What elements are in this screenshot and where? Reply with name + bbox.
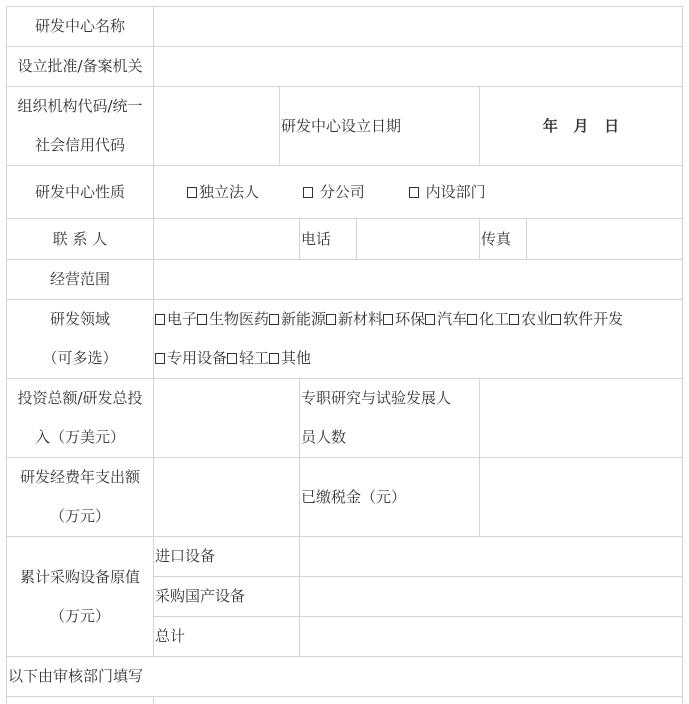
nature-option-branch[interactable]: 分公司 xyxy=(303,173,365,212)
org-code-label-line1: 组织机构代码/统一 xyxy=(17,97,143,115)
checkbox-icon[interactable] xyxy=(467,314,477,325)
rd-option[interactable] xyxy=(467,310,509,328)
checkbox-icon[interactable] xyxy=(303,187,313,198)
staff-count-label-line1: 专职研究与试验发展人 xyxy=(301,389,452,407)
investment-label-line1: 投资总额/研发总投 xyxy=(17,389,143,407)
investment-label-line2: 入（万美元） xyxy=(34,428,125,446)
rd-option-label: 农业 xyxy=(521,310,552,328)
review-note: 以下由审核部门填写 xyxy=(6,656,683,696)
rd-option-label: 其他 xyxy=(281,349,312,367)
investment-field[interactable] xyxy=(153,378,299,457)
rd-field-label-line2: （可多选） xyxy=(42,349,118,367)
total-equipment-field[interactable] xyxy=(299,616,683,656)
checkbox-icon[interactable] xyxy=(155,314,165,325)
checkbox-icon[interactable] xyxy=(383,314,393,325)
fax-label: 传真 xyxy=(479,218,526,259)
business-scope-label: 经营范围 xyxy=(6,259,153,299)
phone-label: 电话 xyxy=(299,218,356,259)
rd-field-label xyxy=(6,299,153,378)
rd-option-label: 化工 xyxy=(479,310,510,328)
rd-options-list xyxy=(154,300,682,378)
nature-option-internal[interactable]: 内设部门 xyxy=(409,173,486,212)
establish-date-field[interactable]: 年 月 日 xyxy=(479,86,683,165)
rd-option-label: 汽车 xyxy=(437,310,468,328)
checkbox-icon[interactable] xyxy=(187,187,197,198)
rd-field-options xyxy=(153,299,683,378)
org-code-label xyxy=(6,86,153,165)
rd-option[interactable] xyxy=(269,310,326,328)
domestic-equipment-field[interactable] xyxy=(299,576,683,616)
approval-agency-label: 设立批准/备案机关 xyxy=(6,46,153,86)
checkbox-icon[interactable] xyxy=(269,314,279,325)
rd-expense-label-line2: （万元） xyxy=(49,507,110,525)
rd-option-label: 专用设备 xyxy=(167,349,228,367)
nature-option-independent[interactable]: 独立法人 xyxy=(187,173,259,212)
staff-count-label-line2: 员人数 xyxy=(301,428,347,446)
checkbox-icon[interactable] xyxy=(509,314,519,325)
phone-field[interactable] xyxy=(356,218,479,259)
equipment-label xyxy=(6,536,153,656)
rd-option[interactable] xyxy=(197,310,269,328)
imported-equipment-field[interactable] xyxy=(299,536,683,576)
review-next-left xyxy=(6,696,153,704)
rd-option[interactable] xyxy=(155,349,227,367)
establish-date-label: 研发中心设立日期 xyxy=(279,86,479,165)
center-name-label: 研发中心名称 xyxy=(6,6,153,46)
checkbox-icon[interactable] xyxy=(551,314,561,325)
rd-expense-label xyxy=(6,457,153,536)
rd-option[interactable] xyxy=(155,310,197,328)
rd-option-label: 生物医药 xyxy=(209,310,270,328)
rd-option-label: 轻工 xyxy=(239,349,270,367)
contact-label: 联 系 人 xyxy=(6,218,153,259)
approval-agency-field[interactable] xyxy=(153,46,683,86)
tax-paid-label: 已缴税金（元） xyxy=(299,457,479,536)
rd-option[interactable] xyxy=(227,349,269,367)
checkbox-icon[interactable] xyxy=(155,353,165,364)
rd-option[interactable] xyxy=(326,310,383,328)
org-code-field[interactable] xyxy=(153,86,279,165)
imported-equipment-label: 进口设备 xyxy=(153,536,299,576)
rd-expense-field[interactable] xyxy=(153,457,299,536)
rd-option[interactable] xyxy=(551,310,623,328)
checkbox-icon[interactable] xyxy=(269,353,279,364)
checkbox-icon[interactable] xyxy=(326,314,336,325)
rd-option[interactable] xyxy=(269,349,311,367)
nature-label: 研发中心性质 xyxy=(6,165,153,218)
rd-option[interactable] xyxy=(383,310,425,328)
checkbox-icon[interactable] xyxy=(409,187,419,198)
center-name-field[interactable] xyxy=(153,6,683,46)
review-next-right xyxy=(153,696,683,704)
rd-option-label: 新材料 xyxy=(338,310,384,328)
rd-field-label-line1: 研发领域 xyxy=(49,310,110,328)
total-equipment-label: 总计 xyxy=(153,616,299,656)
rd-option-label: 电子 xyxy=(167,310,198,328)
rd-option-label: 软件开发 xyxy=(563,310,624,328)
rd-option-label: 环保 xyxy=(395,310,426,328)
equipment-label-line1: 累计采购设备原值 xyxy=(19,567,140,586)
business-scope-field[interactable] xyxy=(153,259,683,299)
org-code-label-line2: 社会信用代码 xyxy=(34,136,125,154)
tax-paid-field[interactable] xyxy=(479,457,683,536)
rd-option[interactable] xyxy=(509,310,551,328)
rd-option[interactable] xyxy=(425,310,467,328)
rd-expense-label-line1: 研发经费年支出额 xyxy=(19,468,140,486)
contact-field[interactable] xyxy=(153,218,299,259)
staff-count-field[interactable] xyxy=(479,378,683,457)
staff-count-label xyxy=(299,378,479,457)
checkbox-icon[interactable] xyxy=(425,314,435,325)
nature-options xyxy=(153,165,683,218)
rd-option-label: 新能源 xyxy=(281,310,327,328)
checkbox-icon[interactable] xyxy=(227,353,237,364)
investment-label xyxy=(6,378,153,457)
equipment-label-line2: （万元） xyxy=(49,606,110,625)
checkbox-icon[interactable] xyxy=(197,314,207,325)
fax-field[interactable] xyxy=(526,218,683,259)
domestic-equipment-label: 采购国产设备 xyxy=(153,576,299,616)
